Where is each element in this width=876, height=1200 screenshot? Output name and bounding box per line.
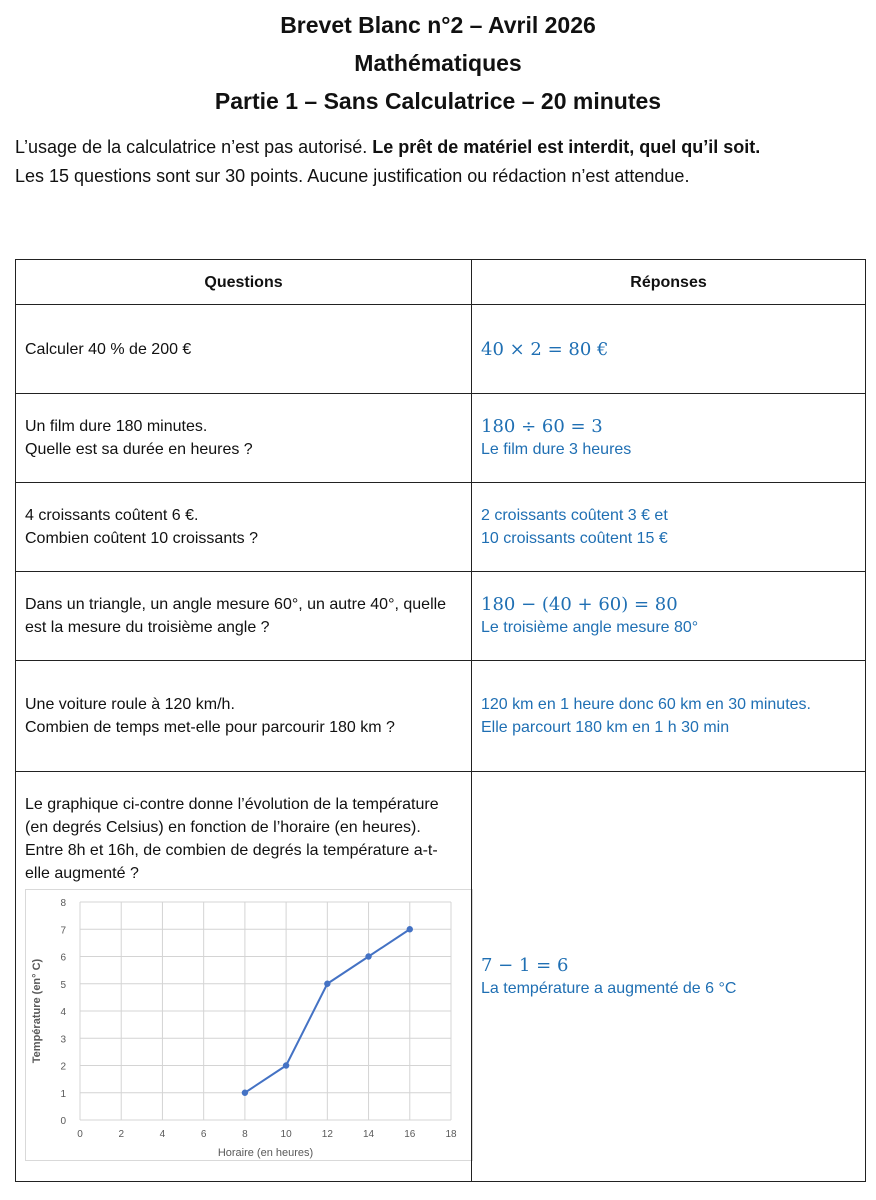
y-tick-label: 5 [60,979,66,991]
data-point [324,980,330,986]
page-header [0,0,876,120]
y-axis-label: Température (en° C) [31,958,43,1063]
part-title: Partie 1 – Sans Calculatrice – 20 minutes [214,88,662,114]
y-tick-label: 3 [60,1033,66,1045]
y-tick-label: 2 [60,1061,66,1072]
x-tick-label: 14 [362,1128,375,1140]
table-row [16,483,866,572]
instructions [15,133,865,191]
questions-table [15,259,866,1182]
temperature-chart-frame [25,889,473,1161]
y-tick-label: 6 [60,952,66,963]
x-tick-label: 6 [200,1128,207,1140]
x-tick-label: 12 [321,1128,333,1140]
answer-line: 10 croissants coûtent 15 € [481,530,668,547]
answers-header: Réponses [472,260,866,305]
question-line: Calculer 40 % de 200 € [25,340,192,358]
question-cell [16,572,472,661]
answer-math: 7 − 1 = 6 [481,954,569,976]
answer-line: 2 croissants coûtent 3 € et [481,507,668,524]
question-line: Entre 8h et 16h, de combien de degrés la température a-t- [25,841,438,859]
question-line: Combien de temps met-elle pour parcourir 180 km ? [25,719,395,736]
table-row [16,661,866,772]
question-cell [16,394,472,483]
y-tick-label: 7 [60,924,66,936]
temperature-chart [26,890,472,1160]
question-line: Quelle est sa durée en heures ? [25,441,253,458]
calculator-rule: L’usage de la calculatrice n’est pas autorisé. [15,137,373,157]
table-row [16,394,866,483]
exam-title: Brevet Blanc n°2 – Avril 2026 [280,12,596,38]
answer-math: 180 − (40 + 60) = 80 [481,594,678,615]
x-tick-label: 10 [280,1128,292,1140]
x-tick-label: 16 [404,1128,416,1140]
answer-cell [472,661,866,772]
answer-math: 180 ÷ 60 = 3 [481,416,603,437]
question-cell [16,483,472,572]
answer-cell [472,483,866,572]
question-line: 4 croissants coûtent 6 €. [25,507,199,524]
answer-line: Le film dure 3 heures [481,441,632,458]
question-cell [16,305,472,394]
questions-header: Questions [16,260,472,305]
answer-line: 120 km en 1 heure donc 60 km en 30 minutes. [481,696,811,713]
x-tick-label: 18 [445,1128,457,1140]
question-line: (en degrés Celsius) en fonction de l’horaire (en heures). [25,818,421,836]
question-line: est la mesure du troisième angle ? [25,619,270,636]
answer-math: 40 × 2 = 80 € [481,338,609,360]
answer-line: Elle parcourt 180 km en 1 h 30 min [481,719,730,736]
y-tick-label: 1 [60,1088,66,1100]
question-line: Combien coûtent 10 croissants ? [25,530,259,547]
answer-line: La température a augmenté de 6 °C [481,979,737,997]
y-tick-label: 0 [60,1115,66,1127]
x-axis-label: Horaire (en heures) [217,1146,314,1159]
x-tick-label: 4 [159,1128,166,1140]
question-cell [16,772,472,1182]
question-line: Une voiture roule à 120 km/h. [25,696,235,713]
material-rule: Le prêt de matériel est interdit, quel qu’il soit. [372,137,761,157]
question-line: elle augmenté ? [25,864,139,882]
question-line: Dans un triangle, un angle mesure 60°, un autre 40°, quelle [25,596,447,613]
answer-cell [472,394,866,483]
y-tick-label: 8 [60,897,66,909]
table-row [16,572,866,661]
x-tick-label: 8 [242,1128,248,1140]
data-point [407,926,413,932]
table-header-row [16,260,866,305]
table-row [16,772,866,1182]
answer-line: Le troisième angle mesure 80° [481,619,699,636]
subject-title: Mathématiques [354,50,522,76]
data-point [242,1089,248,1095]
question-line: Le graphique ci-contre donne l’évolution de la température [25,795,439,813]
x-tick-label: 0 [77,1128,83,1140]
answer-cell [472,305,866,394]
table-row [16,305,866,394]
instructions-line-1 [15,133,865,162]
x-tick-label: 2 [118,1128,125,1140]
instructions-line-2: Les 15 questions sont sur 30 points. Aucune justification ou rédaction n’est attendue. [15,166,690,186]
data-point [365,953,371,959]
question-cell [16,661,472,772]
y-tick-label: 4 [60,1006,66,1018]
answer-cell [472,772,866,1182]
question-line: Un film dure 180 minutes. [25,418,208,435]
data-point [283,1062,289,1068]
answer-cell [472,572,866,661]
